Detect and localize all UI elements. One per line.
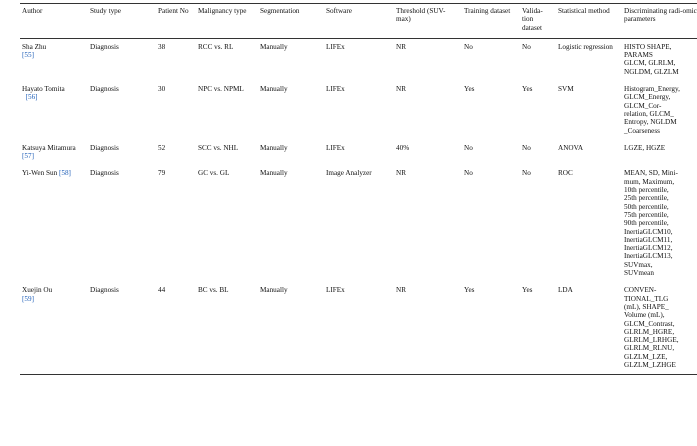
header-row — [20, 4, 697, 39]
param-line: GLCM_Energy, — [624, 93, 671, 102]
param-line: Histogram_Energy, — [624, 85, 680, 94]
cell-validation: Yes — [520, 282, 556, 374]
param-line: NGLDM, GLZLM — [624, 67, 679, 76]
cell-author — [20, 140, 88, 166]
param-line: GLRLM_HGRE, — [624, 327, 675, 336]
cell-segmentation: Manually — [258, 282, 324, 374]
cell-threshold: NR — [394, 38, 462, 81]
param-line: 75th percentile, — [624, 210, 669, 219]
cell-malignancy-type: GC vs. GL — [198, 169, 230, 178]
param-line: GLRLM_LRHGE, — [624, 336, 679, 345]
param-line: GLCM_Cor- — [624, 101, 662, 110]
cell-method: ROC — [558, 169, 573, 178]
reference-link[interactable]: [59] — [22, 294, 34, 303]
header-patient-no: Patient No — [158, 7, 189, 15]
cell-patient-no: 38 — [156, 38, 196, 81]
cell-patient-no: 52 — [158, 143, 166, 152]
cell-malignancy-type: RCC vs. RL — [196, 38, 258, 81]
cell-training: No — [464, 169, 473, 178]
param-line: 25th percentile, — [624, 194, 669, 203]
reference-link[interactable]: [58] — [58, 169, 71, 178]
table-row — [20, 81, 697, 140]
cell-author — [20, 282, 88, 374]
header-author: Author — [22, 7, 43, 15]
cell-patient-no: 30 — [158, 85, 166, 94]
cell-method: Logistic regression — [556, 38, 622, 81]
param-line: GLZLM_LZE, — [624, 352, 668, 361]
radiomics-studies-table — [20, 3, 697, 375]
cell-threshold: NR — [394, 282, 462, 374]
header-study-type: Study type — [90, 7, 121, 15]
header-segmentation: Segmentation — [260, 7, 300, 15]
param-line: CONVEN- — [624, 286, 657, 295]
table-row — [20, 165, 697, 282]
param-line: 90th percentile, — [624, 219, 669, 228]
cell-malignancy-type: NPC vs. NPML — [198, 85, 244, 94]
param-line: TIONAL_TLG — [624, 294, 669, 303]
cell-params — [622, 165, 697, 282]
reference-link[interactable]: [56] — [25, 93, 38, 102]
cell-params — [622, 81, 697, 140]
header-threshold: Threshold (SUV-max) — [396, 7, 446, 24]
cell-software: LIFEx — [324, 282, 394, 374]
param-line: HISTO SHAPE, — [624, 42, 672, 51]
cell-study-type: Diagnosis — [88, 282, 156, 374]
author-name: Katsuya Mitamura — [22, 143, 76, 152]
param-line: SUVmean — [624, 269, 654, 278]
param-line: PARAMS — [624, 51, 653, 60]
param-line: MEAN, SD, Mini- — [624, 169, 678, 178]
cell-threshold: NR — [396, 85, 406, 94]
cell-validation: No — [520, 38, 556, 81]
header-training-dataset: Training dataset — [464, 7, 511, 15]
cell-threshold: NR — [396, 169, 406, 178]
cell-threshold: 40% — [396, 143, 410, 152]
cell-author — [20, 38, 88, 81]
table-body — [20, 38, 697, 374]
cell-validation: Yes — [522, 85, 533, 94]
param-line: GLRLM_RLNU, — [624, 344, 675, 353]
cell-segmentation: Manually — [260, 143, 288, 152]
cell-segmentation: Manually — [260, 169, 288, 178]
cell-patient-no: 44 — [156, 282, 196, 374]
header-discriminating-params: Discriminating radi-omic parameters — [624, 7, 697, 24]
param-line: InertiaGLCM10, — [624, 227, 673, 236]
param-line: GLZLM_LZHGE — [624, 360, 676, 369]
table-row — [20, 38, 697, 81]
cell-study-type: Diagnosis — [90, 143, 119, 152]
cell-params — [622, 38, 697, 81]
cell-segmentation: Manually — [260, 85, 288, 94]
param-line: (mL), SHAPE_ — [624, 302, 669, 311]
param-line: 50th percentile, — [624, 202, 669, 211]
cell-training: Yes — [464, 85, 475, 94]
cell-malignancy-type: SCC vs. NHL — [198, 143, 239, 152]
author-name: Yi-Wen Sun — [22, 169, 58, 178]
param-line: SUVmax, — [624, 260, 653, 269]
table-row — [20, 282, 697, 374]
table-header — [20, 4, 697, 39]
cell-software: LIFEx — [326, 143, 345, 152]
cell-training: No — [462, 38, 520, 81]
cell-author — [20, 165, 88, 282]
cell-validation: No — [522, 143, 531, 152]
radiomics-table-container — [20, 3, 697, 375]
cell-patient-no: 79 — [158, 169, 166, 178]
param-line: relation, GLCM_ — [624, 109, 674, 118]
author-name: Xuejin Ou — [22, 286, 53, 295]
param-line: GLCM, GLRLM, — [624, 59, 676, 68]
param-line: LGZE, HGZE — [624, 143, 666, 152]
author-name: Sha Zhu — [22, 42, 47, 51]
param-line: InertiaGLCM13, — [624, 252, 673, 261]
cell-method: SVM — [558, 85, 574, 94]
param-line: Entropy, NGLDM — [624, 118, 677, 127]
cell-software: LIFEx — [324, 38, 394, 81]
author-name: Hayato Tomita — [22, 85, 65, 94]
param-line: Volume (mL), — [624, 311, 665, 320]
cell-malignancy-type: BC vs. BL — [196, 282, 258, 374]
cell-training: No — [464, 143, 473, 152]
param-line: _Coarseness — [624, 126, 660, 135]
cell-validation: No — [522, 169, 531, 178]
param-line: InertiaGLCM12, — [624, 244, 673, 253]
cell-author — [20, 81, 88, 140]
cell-software: Image Analyzer — [326, 169, 372, 178]
cell-study-type: Diagnosis — [90, 85, 119, 94]
param-line: GLCM_Contrast, — [624, 319, 675, 328]
table-row — [20, 140, 697, 166]
cell-params — [622, 282, 697, 374]
param-line: InertiaGLCM11, — [624, 235, 673, 244]
header-malignancy-type: Malignancy type — [198, 7, 247, 15]
param-line: mum, Maximum, — [624, 177, 675, 186]
header-validation-dataset: Valida-tion dataset — [522, 7, 543, 32]
header-statistical-method: Statistical method — [558, 7, 610, 15]
cell-software: LIFEx — [326, 85, 345, 94]
cell-study-type: Diagnosis — [90, 169, 119, 178]
cell-method: ANOVA — [558, 143, 584, 152]
reference-link[interactable]: [55] — [22, 51, 34, 60]
cell-study-type: Diagnosis — [88, 38, 156, 81]
param-line: 10th percentile, — [624, 186, 669, 195]
reference-link[interactable]: [57] — [22, 152, 34, 161]
cell-segmentation: Manually — [258, 38, 324, 81]
cell-training: Yes — [462, 282, 520, 374]
header-software: Software — [326, 7, 352, 15]
cell-method: LDA — [556, 282, 622, 374]
cell-params — [622, 140, 697, 166]
